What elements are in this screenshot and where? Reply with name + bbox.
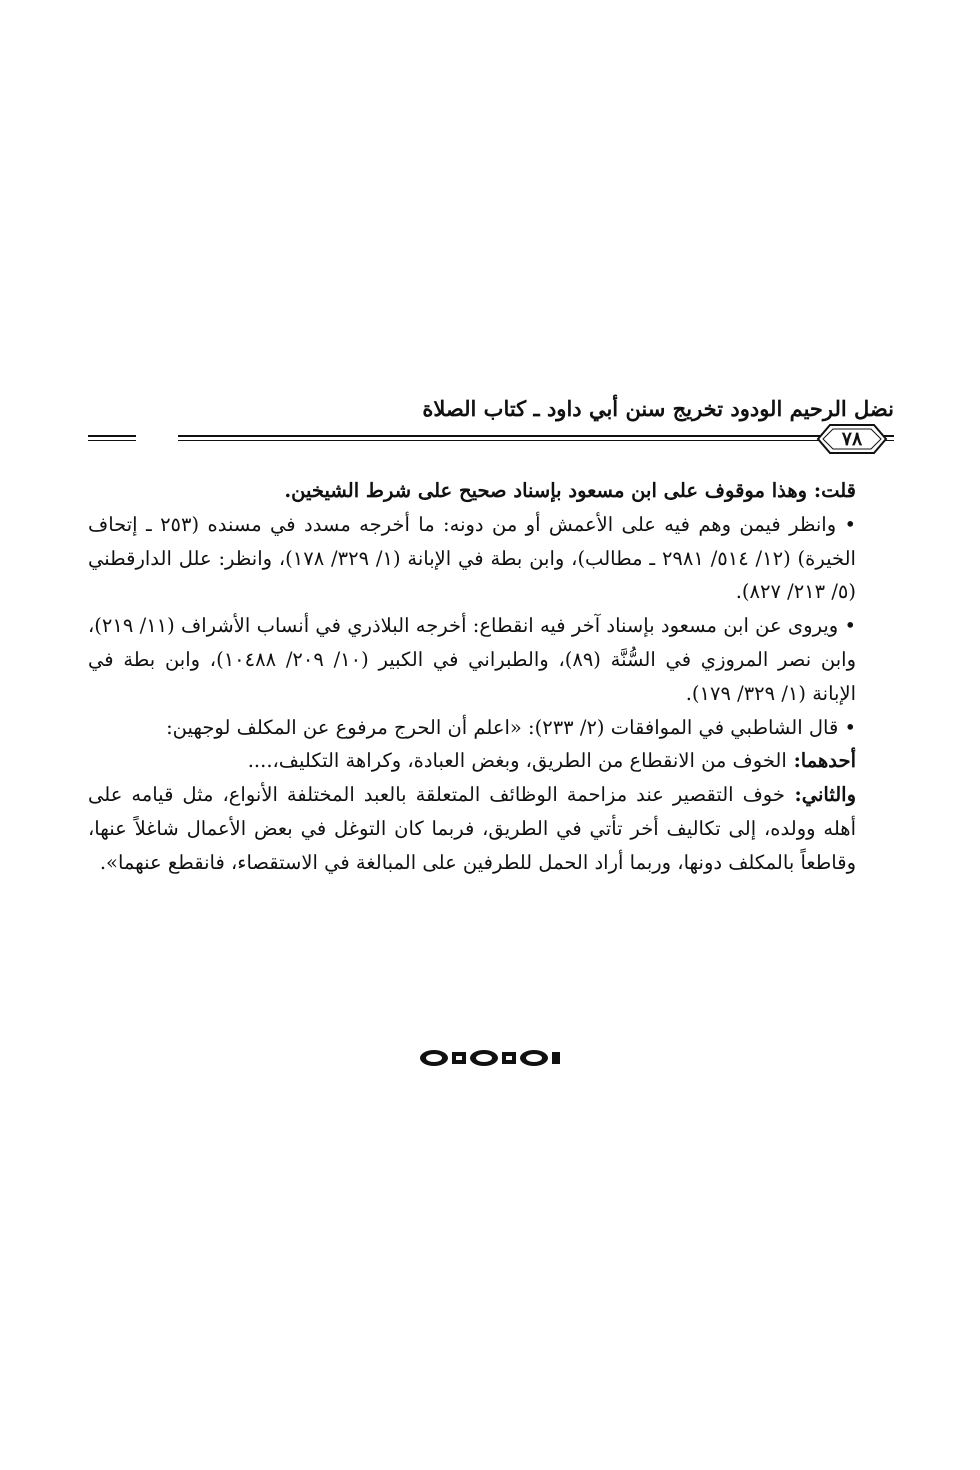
header-rule-left	[88, 435, 136, 437]
section-end-ornament-icon	[418, 1049, 560, 1067]
paragraph-5	[88, 744, 894, 778]
paragraph-3: • ويروى عن ابن مسعود بإسناد آخر فيه انقطاع: أخرجه البلاذري في أنساب الأشراف (١١/ ٢١٩)، وابن نصر المروزي في السُّنَّة (٨٩)، والطبراني في الكبير (١٠/ ٢٠٩/ ١٠٤٨٨)، وابن بطة في الإبانة (١/ ٣٢٩/ ١٧٩).	[88, 614, 856, 705]
page-number-badge	[816, 422, 888, 456]
paragraph-5-label: أحدهما:	[786, 749, 856, 773]
header-rule	[178, 435, 894, 437]
paragraph-1-label: قلت:	[807, 479, 856, 502]
header-rule-thin	[178, 440, 894, 441]
paragraph-1-text: وهذا موقوف على ابن مسعود بإسناد صحيح على شرط الشيخين.	[284, 479, 808, 502]
header-rule-left-thin	[88, 440, 136, 441]
page-header	[88, 396, 894, 466]
page-number: ٧٨	[841, 428, 863, 450]
running-title: نضل الرحيم الودود تخريج سنن أبي داود ـ كتاب الصلاة	[422, 396, 894, 421]
paragraph-2: • وانظر فيمن وهم فيه على الأعمش أو من دونه: ما أخرجه مسدد في مسنده (٢٥٣ ـ إتحاف الخيرة) (١٢/ ٥١٤/ ٢٩٨١ ـ مطالب)، وابن بطة في الإبانة (١/ ٣٢٩/ ١٧٨)، وانظر: علل الدارقطني (٥/ ٢١٣/ ٨٢٧).	[88, 512, 857, 604]
paragraph-6-text: خوف التقصير عند مزاحمة الوظائف المتعلقة بالعبد المختلفة الأنواع، مثل قيامه على أهله وولده، إلى تكاليف أخر تأتي في الطريق، فربما كان التوغل في بعض الأعمال شاغلاً عنها، وقاطعاً بالمكلف دونها، وربما أراد الحمل للطرفين على المبالغة في الاستقصاء، فانقطع عنهما».	[88, 783, 856, 874]
page-body	[88, 474, 894, 880]
paragraph-6	[88, 778, 894, 879]
paragraph-6-label: والثاني:	[784, 783, 856, 807]
paragraph-5-text: الخوف من الانقطاع من الطريق، وبغض العبادة، وكراهة التكليف،....	[247, 749, 787, 773]
paragraph-1	[88, 474, 894, 508]
paragraph-4: • قال الشاطبي في الموافقات (٢/ ٢٣٣): «اعلم أن الحرج مرفوع عن المكلف لوجهين:	[166, 715, 856, 739]
